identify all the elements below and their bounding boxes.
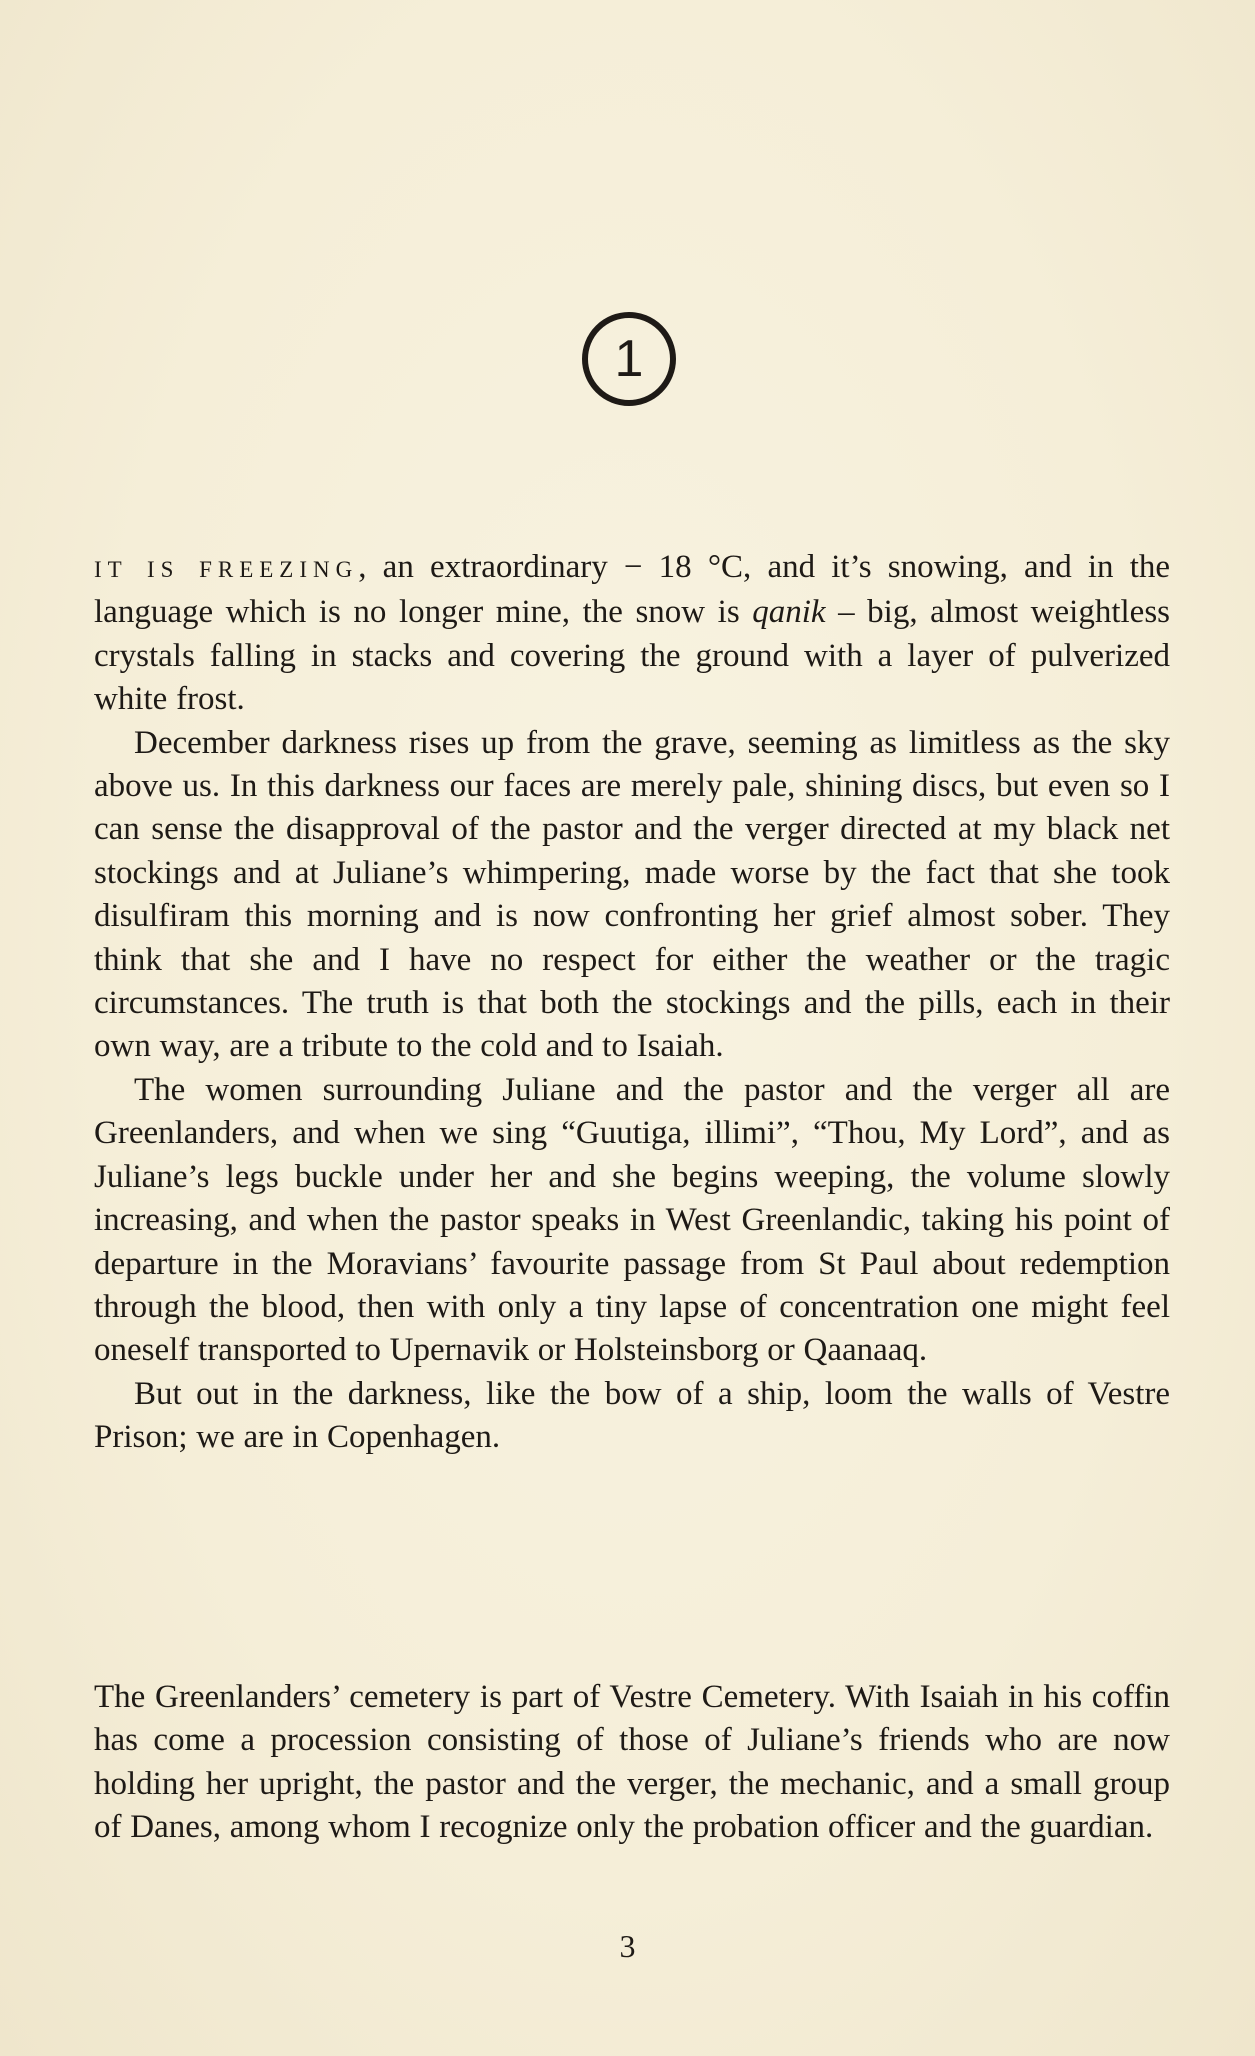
body-text-section-one	[94, 546, 1170, 1460]
paragraph	[94, 1373, 1170, 1460]
body-text-section-two	[94, 1676, 1170, 1850]
paragraph	[94, 546, 1170, 722]
paragraph	[94, 1676, 1170, 1850]
text-run: The women surrounding Juliane and the pastor and the verger all are Greenlanders, and when we sing “Guutiga, illimi”, “Thou, My Lord”, and as Juliane’s legs buckle under her and she begins weeping, the volume slowly increasing, and when the pastor speaks in West Greenlandic, taking his point of departure in the Moravians’ favourite passage from St Paul about redemption through the blood, then with only a tiny lapse of concentration one might feel oneself transported to Upernavik or Holsteinsborg or Qaanaaq.	[94, 1071, 1170, 1369]
text-run: But out in the darkness, like the bow of a ship, loom the walls of Vestre Prison; we are in Copenhagen.	[94, 1375, 1170, 1456]
text-run: The Greenlanders’ cemetery is part of Vestre Cemetery. With Isaiah in his coffin has come a procession consisting of those of Juliane’s friends who are now holding her upright, the pastor and the verger, the mechanic, and a small group of Danes, among whom I recognize only the probation officer and the guardian.	[94, 1679, 1170, 1846]
text-run: , an extraordinary − 18 °C, and it’s snowing, and in the language which is no longer mine, the snow is	[94, 549, 1171, 631]
text-run: – big, almost weightless crystals falling in stacks and covering the ground with a layer of pulverized white frost.	[94, 594, 1170, 718]
chapter-number-circle	[582, 312, 676, 406]
chapter-number: 1	[614, 330, 644, 388]
italic-word: qanik	[752, 594, 826, 631]
page-number: 3	[619, 1928, 636, 1964]
chapter-opening-smallcaps: IT IS FREEZING	[94, 557, 359, 582]
text-run: December darkness rises up from the grave, seeming as limitless as the sky above us. In this darkness our faces are merely pale, shining discs, but even so I can sense the disapproval of the pastor and the verger directed at my black net stockings and at Juliane’s whimpering, made worse by the fact that she took disulfiram this morning and is now confronting her grief almost sober. They think that she and I have no respect for either the weather or the tragic circumstances. The truth is that both the stockings and the pills, each in their own way, are a tribute to the cold and to Isaiah.	[94, 724, 1170, 1065]
paragraph	[94, 1069, 1170, 1373]
paragraph	[94, 722, 1170, 1069]
